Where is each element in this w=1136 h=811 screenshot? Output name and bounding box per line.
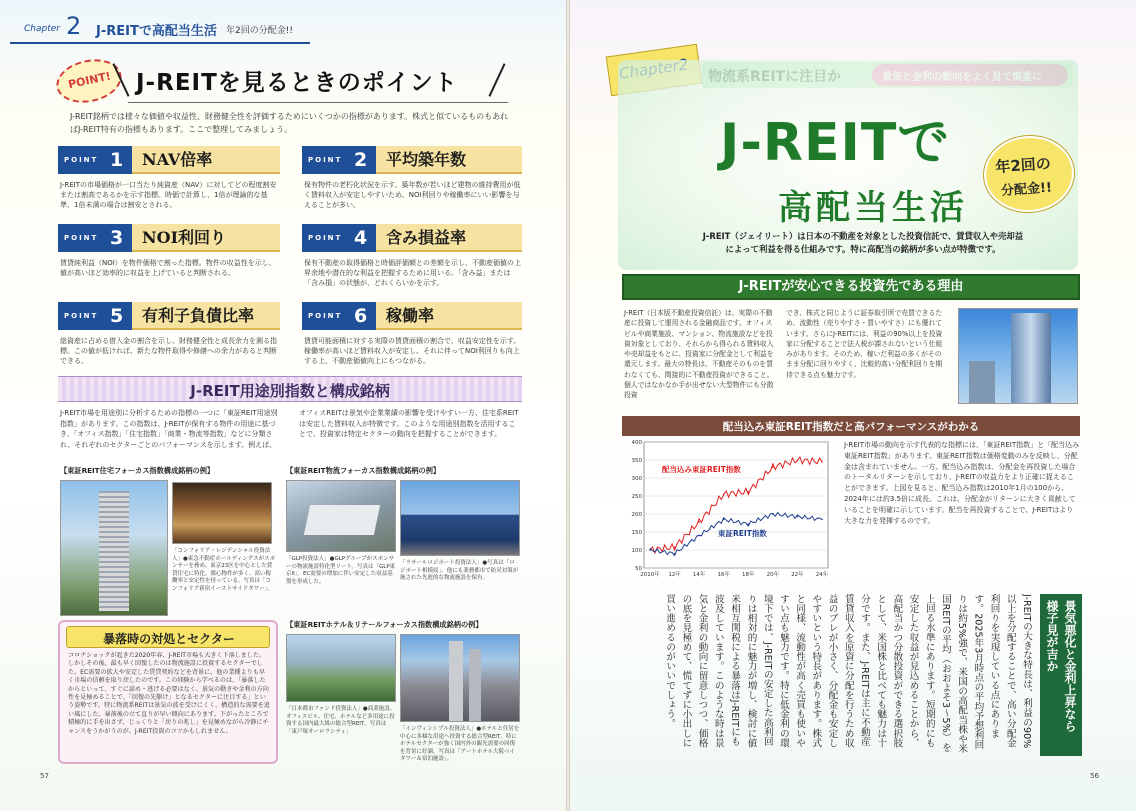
hotel-photo-aurora: [286, 634, 396, 702]
point-2-number: 2: [354, 149, 368, 171]
chart-point: [674, 553, 676, 555]
chart-point: [797, 516, 799, 518]
chart-xtick-label: 16年: [717, 572, 730, 578]
chart-svg: [622, 440, 834, 580]
point-4-body: 保有不動産の取得価格と時価評価額との差額を示し、不動産価値の上昇余地や潜在的な利益を把握するために用いる。「含み益」または「含み損」の状態が、どれくらいかを示す。: [304, 259, 521, 287]
chart-point: [698, 535, 700, 537]
point-1: [58, 146, 280, 174]
chart-point: [649, 549, 651, 551]
chart-ytick-label: 350: [631, 458, 642, 464]
point-3: [58, 224, 280, 252]
chart-ytick-label: 250: [631, 494, 642, 500]
left-page-number: 57: [40, 772, 49, 780]
point-1-title: NAV倍率: [142, 150, 213, 169]
crash-box: [58, 620, 278, 764]
intro-text: J-REIT銘柄では様々な価値や収益性、財務健全性を評価するためにいくつかの指標があります。株式と似ているものもあればJ-REIT特有の指標もあります。ここで整理してみましょう。: [70, 112, 509, 134]
section1-header: [622, 274, 1080, 300]
chart-xtick-label: 2010年: [640, 572, 660, 578]
point-badge-text: POINT!: [67, 69, 112, 92]
dividend-badge-line1: 年2回の: [994, 154, 1052, 177]
skyscraper-photo: [958, 308, 1078, 404]
right-page-number: 56: [1090, 772, 1099, 780]
crash-box-title: 暴落時の対処とセクター: [103, 632, 235, 646]
chapter-number: 2: [66, 12, 82, 40]
section2-title: J-REIT用途別指数と構成銘柄: [190, 382, 390, 400]
chart-legend-label: 配当込み東証REIT指数: [662, 465, 741, 474]
point-3-number: 3: [110, 227, 124, 249]
point-5-number: 5: [110, 305, 124, 327]
chapter-subtitle: 年2回の分配金!!: [226, 26, 293, 36]
hotel-caption-1: 「日本都市ファンド投資法人」●商業施設、オフィスビル、住宅、ホテルなど多用途に投資する国内最大級の総合型REIT。写真は「東戸塚オーロラシティ」: [286, 706, 396, 735]
point-6-number: 6: [354, 305, 368, 327]
chart-background: [644, 442, 828, 568]
chart-point: [821, 519, 823, 521]
point-5: [58, 302, 280, 330]
hotel-caption-2: 「インヴィンシブル投資法人」●ホテルと住居を中心に多様な用途へ投資する総合型REIT。特にホテルセクターが強く国内外の観光需要の回復を背景に好調。写真は「アートホテル大阪ベイタワー＆宿泊施設」。: [400, 726, 520, 762]
chart-ytick-label: 100: [631, 548, 642, 554]
chart-ytick-label: 50: [635, 566, 642, 572]
section2-right-header: [622, 416, 1080, 436]
chart-point: [772, 513, 774, 515]
section1-title: J-REITが安心できる投資先である理由: [738, 279, 964, 294]
section2-right-title: 配当込み東証REIT指数だと高パフォーマンスがわかる: [722, 421, 980, 433]
section1-col2: でき、株式と同じように証券取引所で売買できるため、流動性（売りやすさ・買いやすさ）にも優れています。さらにJ-REITには、利益の90%以上を投資家に分配することで法人税が課されないという仕組みがあります。そのため、稼いだ利益の多くがそのまま分配に回りやすく、比較的高い分配利回りを期待できる点も魅力です。: [786, 309, 943, 379]
vertical-heading-1: 景気悪化と金利上昇なら: [1063, 600, 1077, 732]
logistics-caption-2: 「ラサールロジポート投資法人」●写真は「ロジポート相模原」。他にも業務都市で防災対策が施された先進的な物流施設を保有。: [400, 560, 519, 581]
chart-point: [723, 493, 725, 495]
dividend-badge-line2: 分配金!!: [1000, 180, 1053, 199]
chart-xtick-label: 14年: [692, 572, 706, 578]
point-5-body: 総資産に占める借入金の割合を示し、財務健全性と成長余力を測る指標。この値が低ければ、新たな物件取得や修繕への余力があると判断できる。: [60, 337, 277, 365]
chart-ytick-label: 400: [631, 440, 642, 446]
title-underline: [128, 102, 508, 103]
point-1-tag: POINT: [58, 146, 132, 174]
chart-xtick-label: 22年: [791, 572, 804, 578]
lead-line-1: J-REIT（ジェイリート）は日本の不動産を対象とした投資信託で、賃貸収入や売却益: [702, 231, 1024, 241]
logistics-photo-lasalle: [400, 480, 520, 556]
title-slash-right: [488, 63, 505, 96]
chart-ytick-label: 150: [631, 530, 642, 536]
chart-point: [698, 521, 700, 523]
point-1-body: J-REITの市場価格が一口当たり純資産（NAV）に対してどの程度割安または割高であるかを示す指標。時価で計算し、1倍が理論的な基準、1倍未満の場合は割安とされる。: [60, 181, 277, 209]
hotel-label: 【東証REITホテル＆リテールフォーカス指数構成銘柄の例】: [286, 620, 483, 629]
left-page: [0, 0, 566, 811]
point-6: [302, 302, 522, 330]
housing-caption: 「コンフォリア・レジデンシャル投資法人」●東急不動産ホールディングスがスポンサーを務め、東京23区を中心とした賃貸住宅に特化。都心物件が多く、高い稼働率と安定性を持っている。写真は「コンフォリア新宿イーストサイドタワー」。: [172, 548, 276, 592]
crash-box-title-band: [66, 626, 270, 648]
section1-col1: J-REIT（日本版不動産投資信託）は、実際の不動産に投資して運用される金融商品です。オフィスビルや商業施設、マンション、物流施設などを投資対象としており、それらから得られる賃料収入や売却益をもとに、投資家に分配金として利益を還元します。最大の特長は、不動産そのものを買わなくても、間接的に不動産投資ができること。個人ではなかなか手が出せない大型物件にも分散投資: [624, 309, 774, 400]
chart-point: [723, 519, 725, 521]
logistics-photo-glp: [286, 480, 396, 552]
point-4-number: 4: [354, 227, 368, 249]
point-6-body: 賃貸可能面積に対する実際の賃貸面積の割合で、収益安定性を示す。稼働率が高いほど賃料収入が安定し、それに伴ってNOI利回りも向上する上、不動産価値向上にもつながる。: [304, 337, 521, 365]
main-title: J-REITを見るときのポイント: [136, 70, 458, 96]
point-4-tag: POINT: [302, 224, 376, 252]
housing-photo-interior: [172, 482, 272, 544]
chart-point: [772, 466, 774, 468]
vertical-body-1: J-REITの大きな特長は、利益の90%以上を分配することで、高い分配金利回りを実現している点にあります。2025年3月時点の平均予想利回りは約5%強で、米国の高配当株や米国REITの平均（おおよそ3〜5%）を上回る水準にあります。短期的にも安定した収益が見込めることから、高配当かつ分散投資ができる選択肢として、米国株と比べても魅力は十分です。また、J-REITは主に不動産賃貸収入を原資に分配を行うため収益のブレが小さく、分配金も安定しやすいという特長があります。株式と同様、流動性が高く売買も使いやすい点も魅力です。特に低金利の環境下では、J-REITの安定した高利回りは相対的に魅力が増し、検討に値: [746, 594, 1032, 754]
point-4-title: 含み損益率: [386, 228, 467, 247]
point-5-title: 有利子負債比率: [142, 306, 255, 325]
point-3-tag: POINT: [58, 224, 132, 252]
point-3-body: 賃貸純利益（NOI）を物件価格で割った指標。物件の収益性を示し、値が高いほど効率的に収益を上げていると判断される。: [60, 259, 276, 277]
header-rule: [10, 42, 310, 44]
point-6-tag: POINT: [302, 302, 376, 330]
section2-header: [58, 376, 522, 402]
chart-point: [821, 461, 823, 463]
point-3-title: NOI利回り: [142, 228, 227, 247]
housing-label: 【東証REIT住宅フォーカス指数構成銘柄の例】: [60, 466, 215, 475]
hero-title: J-REITで: [720, 113, 951, 173]
chart-point: [747, 523, 749, 525]
chart-point: [797, 459, 799, 461]
chapter-header: [0, 14, 566, 44]
point-5-tag: POINT: [58, 302, 132, 330]
chart-xtick-label: 18年: [742, 572, 755, 578]
chart-point: [674, 546, 676, 548]
point-1-number: 1: [110, 149, 124, 171]
chart-xtick-label: 24年: [815, 572, 829, 578]
chart-xtick-label: 20年: [766, 572, 780, 578]
point-2-tag: POINT: [302, 146, 376, 174]
chart-legend-label: 東証REIT指数: [718, 529, 767, 538]
reit-index-chart: [622, 440, 834, 580]
point-6-title: 稼働率: [386, 306, 435, 325]
vertical-heading-2: 様子見が吉か: [1045, 600, 1059, 672]
point-2-title: 平均築年数: [386, 150, 467, 169]
chapter-label: Chapter: [24, 24, 60, 34]
crash-box-body: コロナショックが起きた2020年春、J-REIT市場も大きく下落しました。しかしその後、最も早く回復したのは物流施設に投資するセクターでした。EC需要の拡大や安定した賃貸契約などを背景に、他の業種よりも早く市場の信頼を取り戻したのです。この経験から学べるのは、「暴落したからといって、すぐに諦め・逃げる必要はなく、景気の動きや金利の方向性を見極めることで、「回復の先駆け」となるセクターに注目する」という姿勢です。特に物流系REITは景気の波を受けにくく、構造的な需要を追い風にした、暴落後の立て直りが早い傾向にあります。下がったところで積極的に手を出さず、じっくりと「戻りの兆し」を見極めながら冷静にチャンスをうかがうのが、J-REIT投資のコツかもしれません。: [68, 652, 270, 735]
point-2: [302, 146, 522, 174]
vertical-heading-band: [1040, 594, 1082, 756]
point-badge: [52, 54, 125, 109]
point-2-body: 保有物件の老朽化状況を示す。築年数が若いほど建物の維持費用が低く賃料収入が安定しやすいため、NOI利回りや稼働率にいい影響を与えることが多い。: [304, 181, 521, 209]
chart-description: J-REIT市場の動向を示す代表的な指標には、「東証REIT指数」と「配当込み東証REIT指数」があります。東証REIT指数は価格変動のみを反映し、分配金は含まれていません。一方、配当込み指数は、分配金を再投資した場合のトータルリターンを示しており、J-REITの収益力をより正確に捉えることができます。上図を見ると、配当込み指数は2010年1月の100から、2024年には約3.5倍に成長。これは、分配金がリターンに大きく貢献していることを明確に示しています。配当を再投資することで、J-REITはより大きな力を発揮するのです。: [844, 441, 1080, 525]
chart-ytick-label: 200: [631, 512, 642, 518]
right-page: [570, 0, 1136, 811]
hero-subtitle: 高配当生活: [778, 188, 968, 228]
chart-point: [747, 491, 749, 493]
chart-xtick-label: 12年: [668, 572, 681, 578]
chapter-title: J-REITで高配当生活: [96, 24, 217, 39]
section2-body: J-REIT市場を用途別に分析するための指標の一つに「東証REIT用途別指数」があります。この指数は、J-REITが保有する物件の用途に基づき、「オフィス指数」「住宅指数」「商業・物流等指数」などに分類され、それぞれのセクターごとのパフォーマンスを示します。例えば、オフィスREITは景気や企業業績の影響を受けやすい一方、住宅系REITは安定した賃料収入が特徴です。このような用途別指数を活用することで、投資家は特定セクターの動向を把握することができます。: [60, 409, 519, 449]
lead-line-2: によって利益を得る仕組みです。特に高配当の銘柄が多い点が特徴です。: [725, 244, 1001, 254]
logistics-label: 【東証REIT物流フォーカス指数構成銘柄の例】: [286, 466, 441, 475]
chart-ytick-label: 300: [631, 476, 642, 482]
hotel-photo-bay: [400, 634, 520, 722]
housing-photo-tower: [60, 480, 168, 616]
logistics-caption-1: 「GLP投資法人」●GLPグループがスポンサーの物流施設特化型リート。写真は「GLP東京II」。EC需要の増加に伴い安定した収益基盤を形成した。: [286, 556, 396, 585]
vertical-body-2: 米相互関税による暴落はJ-REITにも波及しています。このような時は景気と金利の動向に留意しつつ、価格の底を見極めて、慌てずに小出しに買い進めるのがいいでしょう。: [664, 594, 740, 748]
point-4: [302, 224, 522, 252]
